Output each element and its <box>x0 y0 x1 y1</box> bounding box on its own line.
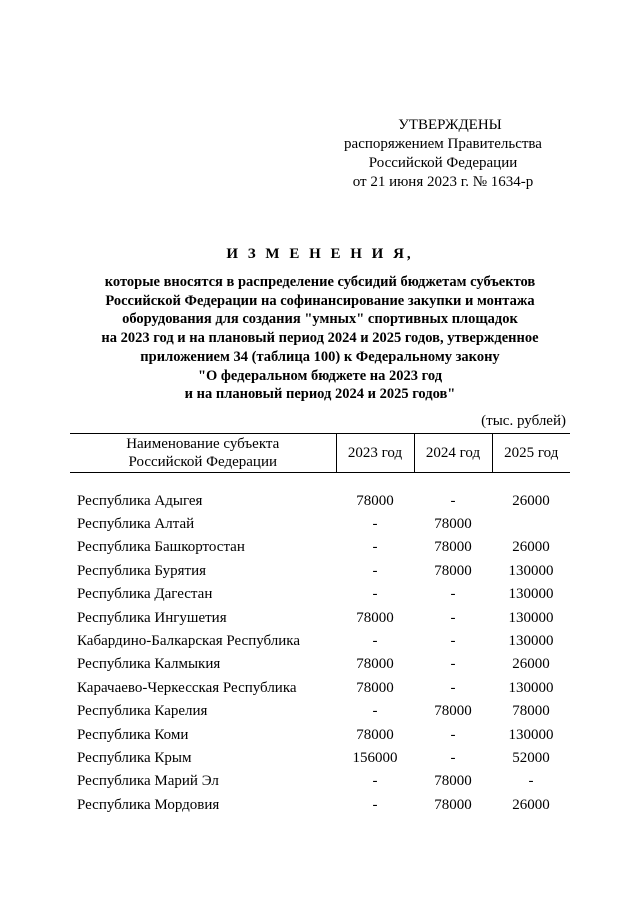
row-value-2023: 78000 <box>356 609 394 626</box>
row-value-2024: 78000 <box>434 516 472 533</box>
subtitle-line: на 2023 год и на плановый период 2024 и 2025 годов, утвержденное <box>101 330 539 347</box>
subsidy-table <box>70 433 570 816</box>
table-row <box>70 676 570 699</box>
row-value-2023: 78000 <box>356 726 394 743</box>
table-row <box>70 559 570 582</box>
row-value-2023: - <box>372 562 378 579</box>
row-subject-name: Республика Адыгея <box>77 492 203 509</box>
subtitle-line: приложением 34 (таблица 100) к Федеральному закону <box>140 348 500 365</box>
row-value-2023: - <box>372 703 378 720</box>
row-value-2024: - <box>450 609 456 626</box>
subtitle-line: которые вносятся в распределение субсидий бюджетам субъектов <box>104 274 536 290</box>
row-value-2024: 78000 <box>434 796 472 813</box>
approval-title: УТВЕРЖДЕНЫ <box>398 117 502 133</box>
row-value-2025: 130000 <box>508 562 554 579</box>
row-value-2024: 78000 <box>434 539 472 556</box>
row-subject-name: Республика Крым <box>77 749 192 766</box>
table-row <box>70 770 570 793</box>
header-subject-line: Наименование субъекта <box>126 436 280 452</box>
row-value-2025: 130000 <box>508 679 554 696</box>
row-value-2025: 130000 <box>508 726 554 743</box>
header-subject-line: Российской Федерации <box>128 454 277 470</box>
row-value-2024: - <box>450 749 456 766</box>
row-value-2025: 130000 <box>508 586 554 603</box>
approval-line: Российской Федерации <box>368 155 518 171</box>
row-value-2023: - <box>372 516 378 533</box>
subtitle-line: Российской Федерации на софинансирование закупки и монтажа <box>105 292 535 309</box>
row-value-2023: - <box>372 539 378 556</box>
row-value-2023: 78000 <box>356 679 394 696</box>
row-subject-name: Кабардино-Балкарская Республика <box>77 633 301 650</box>
table-row <box>70 512 570 535</box>
row-value-2024: 78000 <box>434 773 472 790</box>
document-subtitle <box>70 273 570 404</box>
approval-line: распоряжением Правительства <box>344 136 542 152</box>
approval-date: от 21 июня 2023 г. № 1634-р <box>352 174 534 190</box>
table-header-row <box>70 434 570 473</box>
row-value-2023: - <box>372 586 378 603</box>
row-subject-name: Республика Ингушетия <box>77 609 227 626</box>
table-row <box>70 536 570 559</box>
row-value-2023: 156000 <box>352 749 398 766</box>
subtitle-line: оборудования для создания "умных" спортивных площадок <box>122 311 518 328</box>
row-value-2024: - <box>450 586 456 603</box>
row-value-2025: 26000 <box>512 656 550 673</box>
table-row <box>70 629 570 652</box>
row-value-2025: - <box>528 773 534 790</box>
row-subject-name: Республика Дагестан <box>77 586 213 603</box>
subtitle-line: и на плановый период 2024 и 2025 годов" <box>184 386 456 403</box>
row-value-2023: 78000 <box>356 492 394 509</box>
row-subject-name: Республика Калмыкия <box>77 656 221 673</box>
row-value-2023: - <box>372 773 378 790</box>
table-row <box>70 746 570 769</box>
row-value-2024: - <box>450 656 456 673</box>
row-value-2024: - <box>450 679 456 696</box>
row-value-2024: - <box>450 633 456 650</box>
table-spacer <box>70 473 570 490</box>
row-value-2025: 26000 <box>512 539 550 556</box>
table-row <box>70 793 570 816</box>
row-value-2023: 78000 <box>356 656 394 673</box>
row-value-2025: 78000 <box>512 703 550 720</box>
header-2024: 2024 год <box>414 434 492 473</box>
row-subject-name: Карачаево-Черкесская Республика <box>77 679 297 696</box>
row-subject-name: Республика Алтай <box>77 516 195 533</box>
row-value-2025: 26000 <box>512 796 550 813</box>
table-row <box>70 583 570 606</box>
header-subject <box>70 434 336 473</box>
row-value-2025: 26000 <box>512 492 550 509</box>
row-subject-name: Республика Карелия <box>77 703 208 720</box>
row-value-2023: - <box>372 633 378 650</box>
row-value-2023: - <box>372 796 378 813</box>
row-value-2025 <box>492 512 570 535</box>
table-row <box>70 700 570 723</box>
row-value-2024: - <box>450 726 456 743</box>
table-row <box>70 723 570 746</box>
row-value-2024: 78000 <box>434 562 472 579</box>
row-value-2025: 52000 <box>512 749 550 766</box>
row-value-2024: 78000 <box>434 703 472 720</box>
header-2025: 2025 год <box>492 434 570 473</box>
units-label: (тыс. рублей) <box>481 413 566 429</box>
row-value-2025: 130000 <box>508 609 554 626</box>
header-2023: 2023 год <box>336 434 414 473</box>
row-subject-name: Республика Коми <box>77 726 189 743</box>
document-title: И З М Е Н Е Н И Я, <box>226 246 414 262</box>
subtitle-line: "О федеральном бюджете на 2023 год <box>197 367 443 384</box>
table-row <box>70 606 570 629</box>
approval-block <box>330 116 556 192</box>
row-subject-name: Республика Мордовия <box>77 796 220 813</box>
row-value-2024: - <box>450 492 456 509</box>
row-subject-name: Республика Марий Эл <box>77 773 219 790</box>
table-row <box>70 489 570 512</box>
row-subject-name: Республика Бурятия <box>77 562 207 579</box>
row-value-2025: 130000 <box>508 633 554 650</box>
table-row <box>70 653 570 676</box>
row-subject-name: Республика Башкортостан <box>77 539 245 556</box>
